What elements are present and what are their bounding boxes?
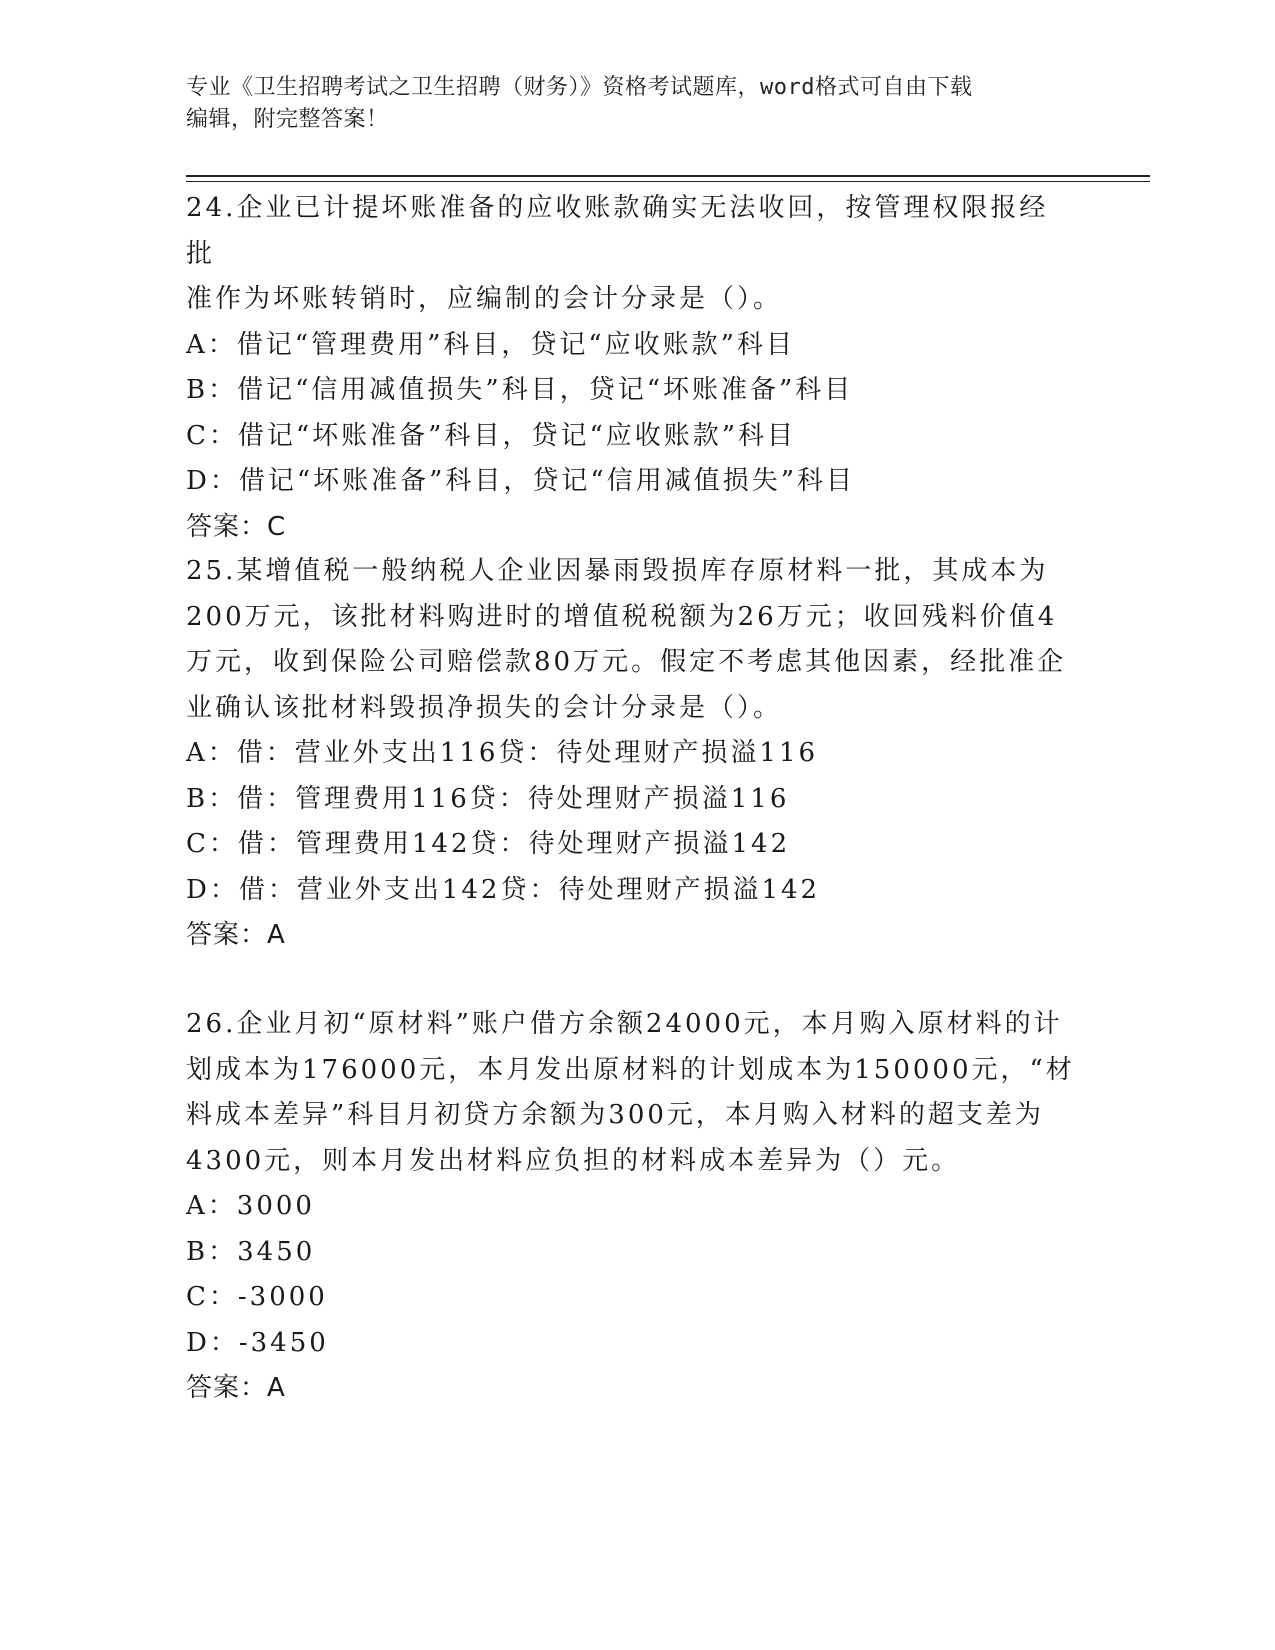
question-stem-line: 25.某增值税一般纳税人企业因暴雨毁损库存原材料一批，其成本为 [186,556,1049,586]
question-25 [186,549,1076,959]
answer: 答案：C [186,511,287,542]
document-header [186,72,1066,136]
option-a: A：3000 [186,1191,315,1221]
question-26 [186,1002,1076,1412]
option-a: A：借记“管理费用”科目，贷记“应收账款”科目 [186,329,795,360]
header-line-1: 专业《卫生招聘考试之卫生招聘（财务）》资格考试题库，word格式可自由下载 [186,75,973,100]
option-d: D：借记“坏账准备”科目，贷记“信用减值损失”科目 [186,466,856,496]
option-b: B：借记“信用减值损失”科目，贷记“坏账准备”科目 [186,375,854,405]
question-stem-line: 4300元，则本月发出材料应负担的材料成本差异为（）元。 [186,1145,961,1176]
question-stem-line: 料成本差异”科目月初贷方余额为300元，本月购入材料的超支差为 [186,1100,1044,1130]
answer: 答案：A [186,920,286,950]
option-d: D：-3450 [186,1327,329,1358]
header-divider-bottom [186,181,1150,182]
question-stem-line: 业确认该批材料毁损净损失的会计分录是（）。 [186,692,783,723]
question-stem-line: 划成本为176000元，本月发出原材料的计划成本为150000元，“材 [186,1054,1075,1085]
option-b: B：借：管理费用116贷：待处理财产损溢116 [186,783,790,814]
question-stem-line: 200万元，该批材料购进时的增值税税额为26万元；收回残料价值4 [186,601,1058,632]
option-b: B：3450 [186,1236,316,1267]
question-stem-line: 26.企业月初“原材料”账户借方余额24000元，本月购入原材料的计 [186,1009,1063,1039]
header-line-2: 编辑，附完整答案！ [186,107,389,132]
option-c: C：借记“坏账准备”科目，贷记“应收账款”科目 [186,420,797,451]
option-d: D：借：营业外支出142贷：待处理财产损溢142 [186,874,821,905]
question-stem-line: 24.企业已计提坏账准备的应收账款确实无法收回，按管理权限报经批 [186,193,1049,269]
header-divider-top [186,175,1150,177]
question-stem-line: 万元，收到保险公司赔偿款80万元。假定不考虑其他因素，经批准企 [186,647,1067,677]
question-24 [186,186,1076,550]
answer: 答案：A [186,1373,286,1403]
question-stem-line: 准作为坏账转销时，应编制的会计分录是（）。 [186,284,783,314]
option-c: C：-3000 [186,1282,328,1312]
option-c: C：借：管理费用142贷：待处理财产损溢142 [186,829,791,859]
option-a: A：借：营业外支出116贷：待处理财产损溢116 [186,738,819,768]
